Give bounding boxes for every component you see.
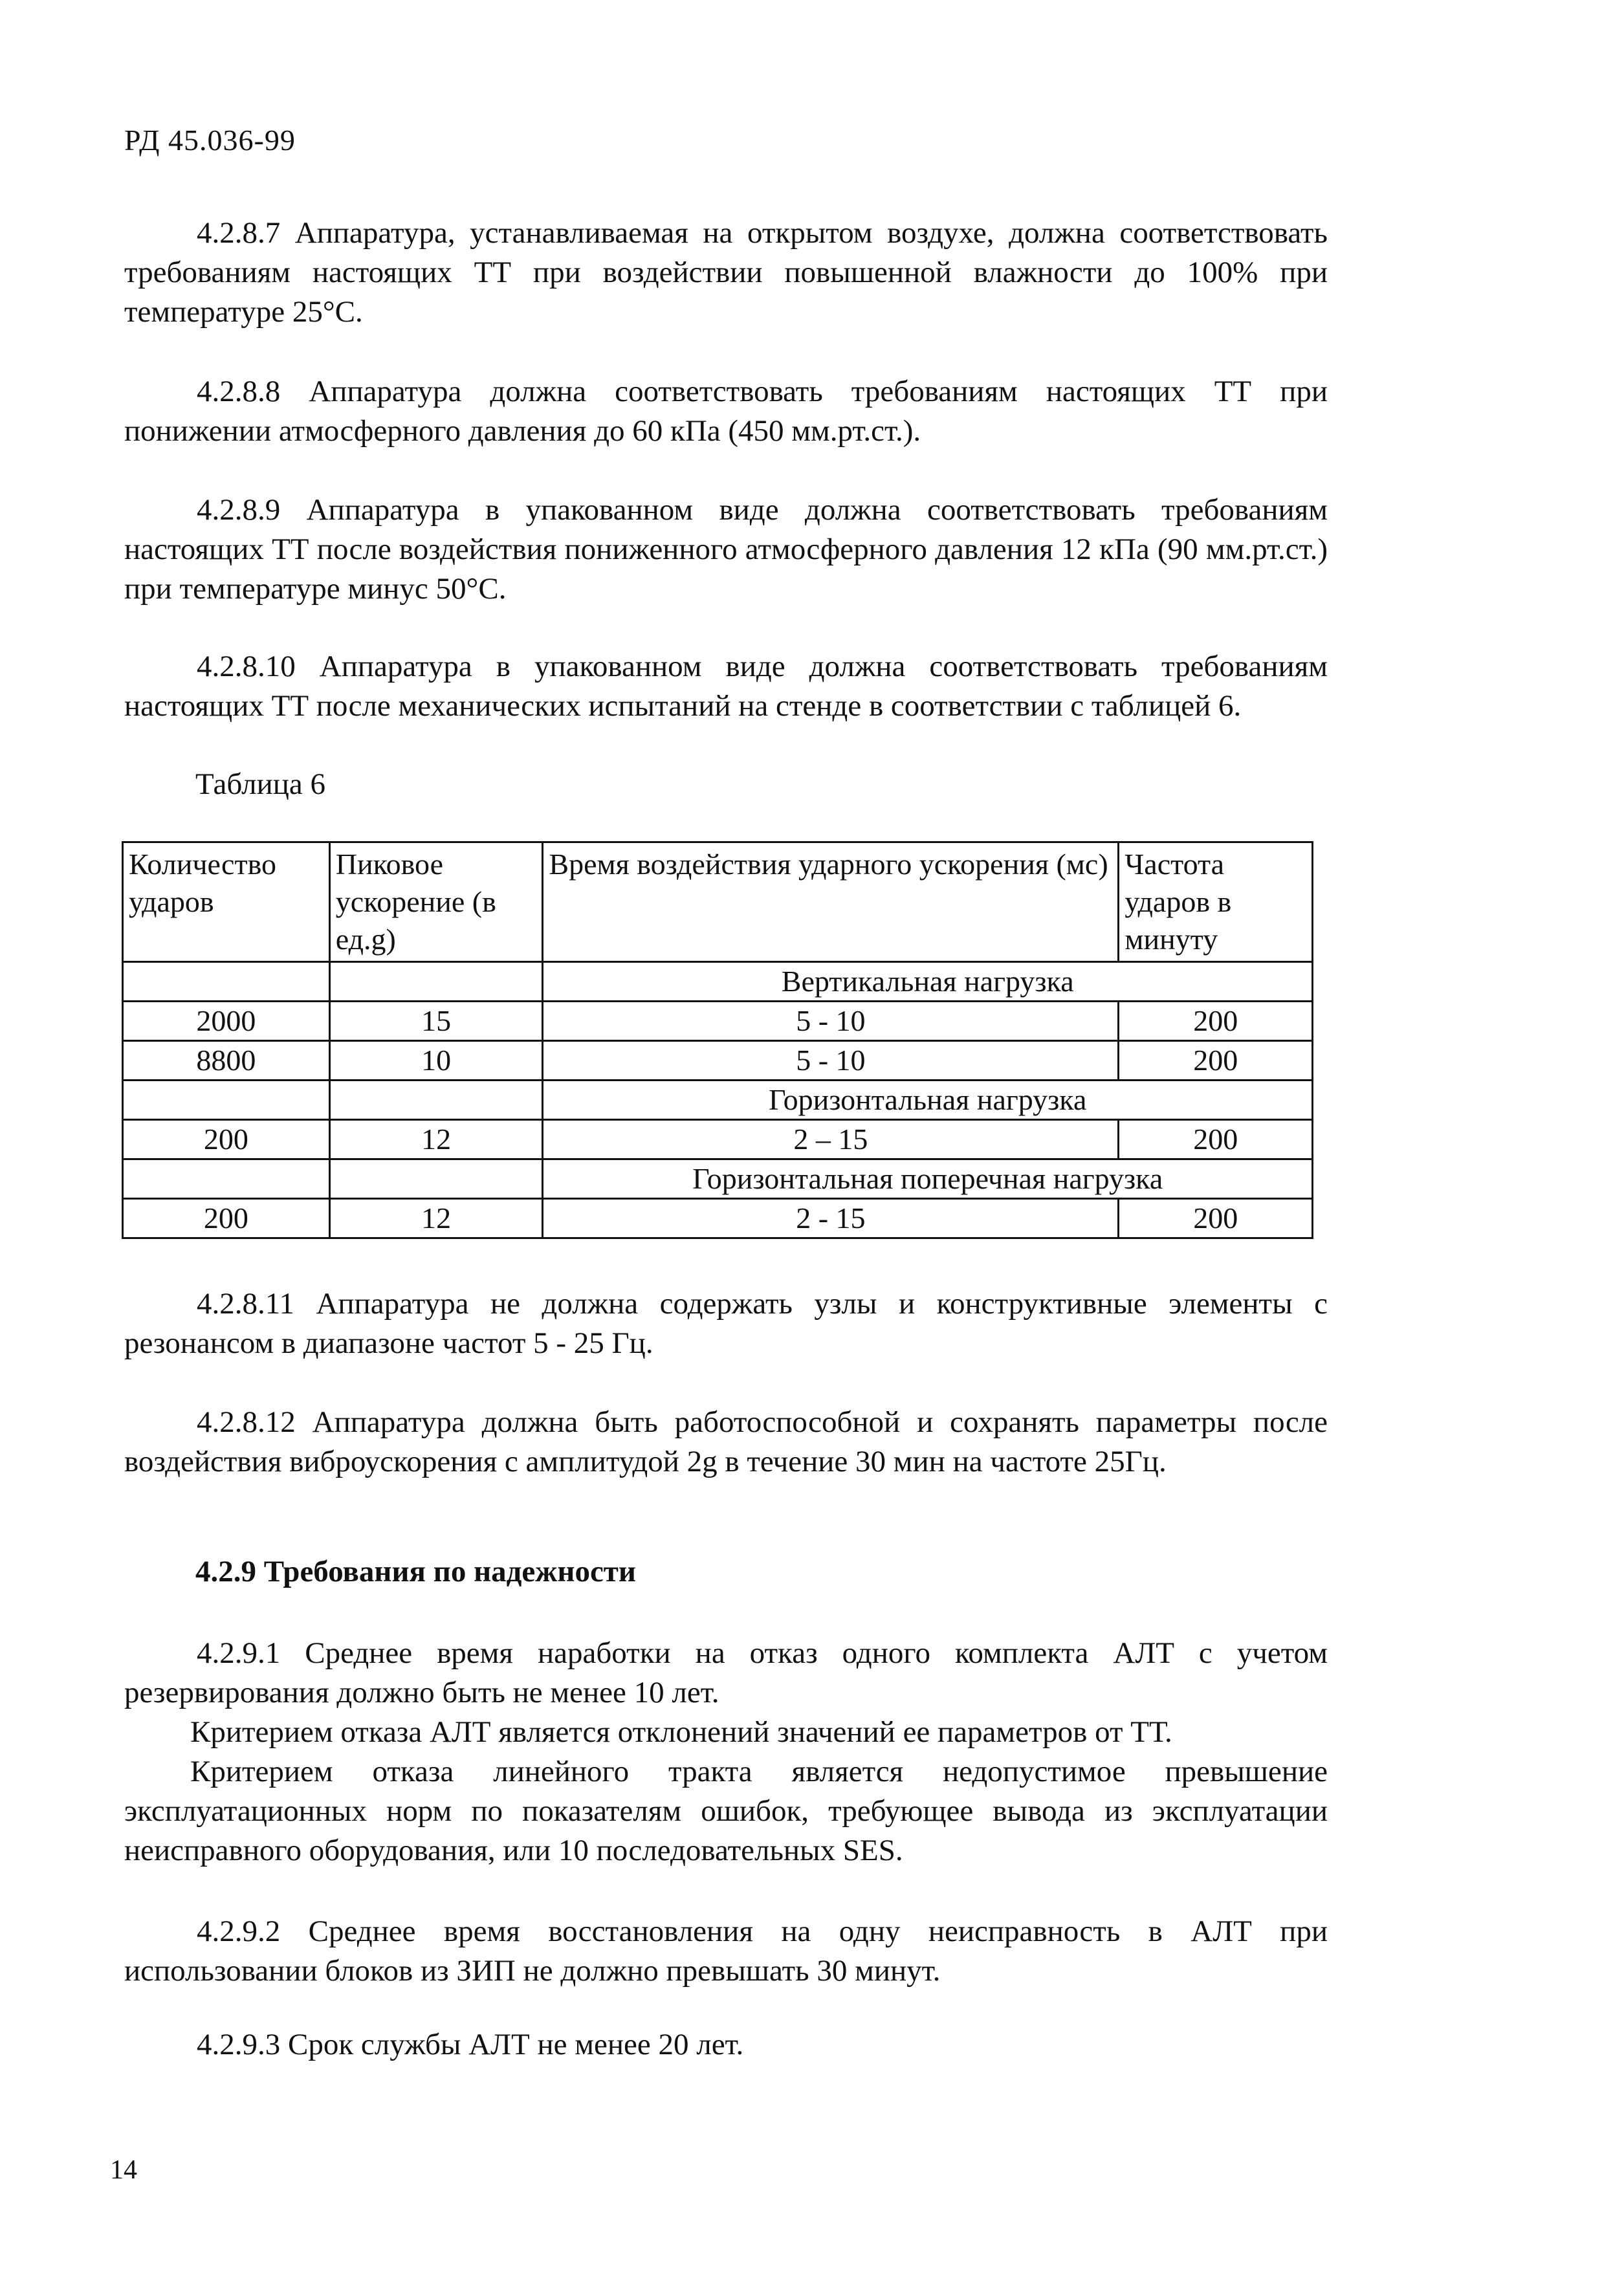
table-cell <box>329 1159 543 1199</box>
paragraph-text: 4.2.9.1 Среднее время наработки на отказ одного комплекта АЛТ с учетом резервирования должно быть не менее 10 лет. <box>124 1636 1328 1709</box>
paragraph-text: 4.2.8.9 Аппаратура в упакованном виде должна соответствовать требованиям настоящих ТТ после воздействия пониженного атмосферного давления 12 кПа (90 мм.рт.ст.) при температуре минус 50°С. <box>124 493 1328 606</box>
table-cell: 12 <box>329 1120 543 1159</box>
table-cell: 200 <box>1119 1041 1313 1081</box>
paragraph-4-2-8-7 <box>124 214 1328 332</box>
paragraph-4-2-9-2 <box>124 1912 1328 1991</box>
table-row <box>123 1041 1313 1081</box>
paragraph-text: 4.2.8.8 Аппаратура должна соответствовать требованиям настоящих ТТ при понижении атмосферного давления до 60 кПа (450 мм.рт.ст.). <box>124 375 1328 448</box>
paragraph-text: 4.2.8.12 Аппаратура должна быть работоспособной и сохранять параметры после воздействия виброускорения с амплитудой 2g в течение 30 мин на частоте 25Гц. <box>124 1405 1328 1478</box>
table-row <box>123 1199 1313 1238</box>
table-header-row <box>123 842 1313 962</box>
table-cell <box>329 962 543 1002</box>
table-cell: 200 <box>123 1199 330 1238</box>
section-title: Вертикальная нагрузка <box>543 962 1313 1002</box>
table-row <box>123 1120 1313 1159</box>
paragraph-block <box>124 1713 1328 1752</box>
table-cell: 8800 <box>123 1041 330 1081</box>
table-cell <box>123 962 330 1002</box>
page-number: 14 <box>110 2155 137 2185</box>
table-cell <box>329 1081 543 1120</box>
header-peak-acceleration: Пиковое ускорение (в ед.g) <box>329 842 543 962</box>
paragraph-text: 4.2.9.2 Среднее время восстановления на одну неисправность в АЛТ при использовании блоков из ЗИП не должно превышать 30 минут. <box>124 1914 1328 1988</box>
header-impact-duration: Время воздействия ударного ускорения (мс) <box>543 842 1119 962</box>
document-code: РД 45.036-99 <box>124 124 296 157</box>
table-cell: 2 – 15 <box>543 1120 1119 1159</box>
paragraph-4-2-8-8 <box>124 372 1328 451</box>
section-row-vertical <box>123 962 1313 1002</box>
section-heading-4-2-9: 4.2.9 Требования по надежности <box>195 1555 636 1588</box>
paragraph-4-2-8-12 <box>124 1403 1328 1482</box>
paragraph-block <box>124 1634 1328 1713</box>
header-impact-count: Количество ударов <box>123 842 330 962</box>
paragraph-4-2-8-11 <box>124 1284 1328 1363</box>
paragraph-text: 4.2.8.11 Аппаратура не должна содержать узлы и конструктивные элементы с резонансом в диапазоне частот 5 - 25 Гц. <box>124 1287 1328 1360</box>
table-cell: 200 <box>1119 1120 1313 1159</box>
table-cell: 5 - 10 <box>543 1041 1119 1081</box>
paragraph-4-2-8-9 <box>124 490 1328 609</box>
paragraph-text: 4.2.9.3 Срок службы АЛТ не менее 20 лет. <box>197 2028 744 2061</box>
table-6 <box>122 841 1313 1239</box>
table-row <box>123 1002 1313 1041</box>
paragraph-text: 4.2.8.10 Аппаратура в упакованном виде должна соответствовать требованиям настоящих ТТ после механических испытаний на стенде в соответствии с таблицей 6. <box>124 650 1328 723</box>
paragraph-text: Критерием отказа линейного тракта является недопустимое превышение эксплуатационных норм по показателям ошибок, требующее вывода из эксплуатации неисправного оборудования, или 10 последовательных SES. <box>124 1755 1328 1867</box>
table-cell: 2000 <box>123 1002 330 1041</box>
table-cell: 5 - 10 <box>543 1002 1119 1041</box>
paragraph-block <box>124 1752 1328 1871</box>
table-cell <box>123 1081 330 1120</box>
table-cell: 200 <box>1119 1199 1313 1238</box>
header-impact-frequency: Частота ударов в минуту <box>1119 842 1313 962</box>
table-cell: 15 <box>329 1002 543 1041</box>
paragraph-text: 4.2.8.7 Аппаратура, устанавливаемая на открытом воздухе, должна соответствовать требованиям настоящих ТТ при воздействии повышенной влажности до 100% при температуре 25°С. <box>124 216 1328 329</box>
paragraph-text: Критерием отказа АЛТ является отклонений значений ее параметров от ТТ. <box>190 1715 1172 1749</box>
table-cell: 200 <box>1119 1002 1313 1041</box>
section-row-horizontal-transverse <box>123 1159 1313 1199</box>
table-cell: 12 <box>329 1199 543 1238</box>
section-title: Горизонтальная поперечная нагрузка <box>543 1159 1313 1199</box>
paragraph-4-2-9-3 <box>124 2025 1328 2065</box>
table-caption: Таблица 6 <box>195 767 326 801</box>
section-row-horizontal <box>123 1081 1313 1120</box>
table-cell <box>123 1159 330 1199</box>
paragraph-4-2-8-10 <box>124 647 1328 726</box>
table-cell: 200 <box>123 1120 330 1159</box>
table-cell: 2 - 15 <box>543 1199 1119 1238</box>
section-title: Горизонтальная нагрузка <box>543 1081 1313 1120</box>
table-cell: 10 <box>329 1041 543 1081</box>
paragraph-4-2-9-1 <box>124 1634 1328 1871</box>
